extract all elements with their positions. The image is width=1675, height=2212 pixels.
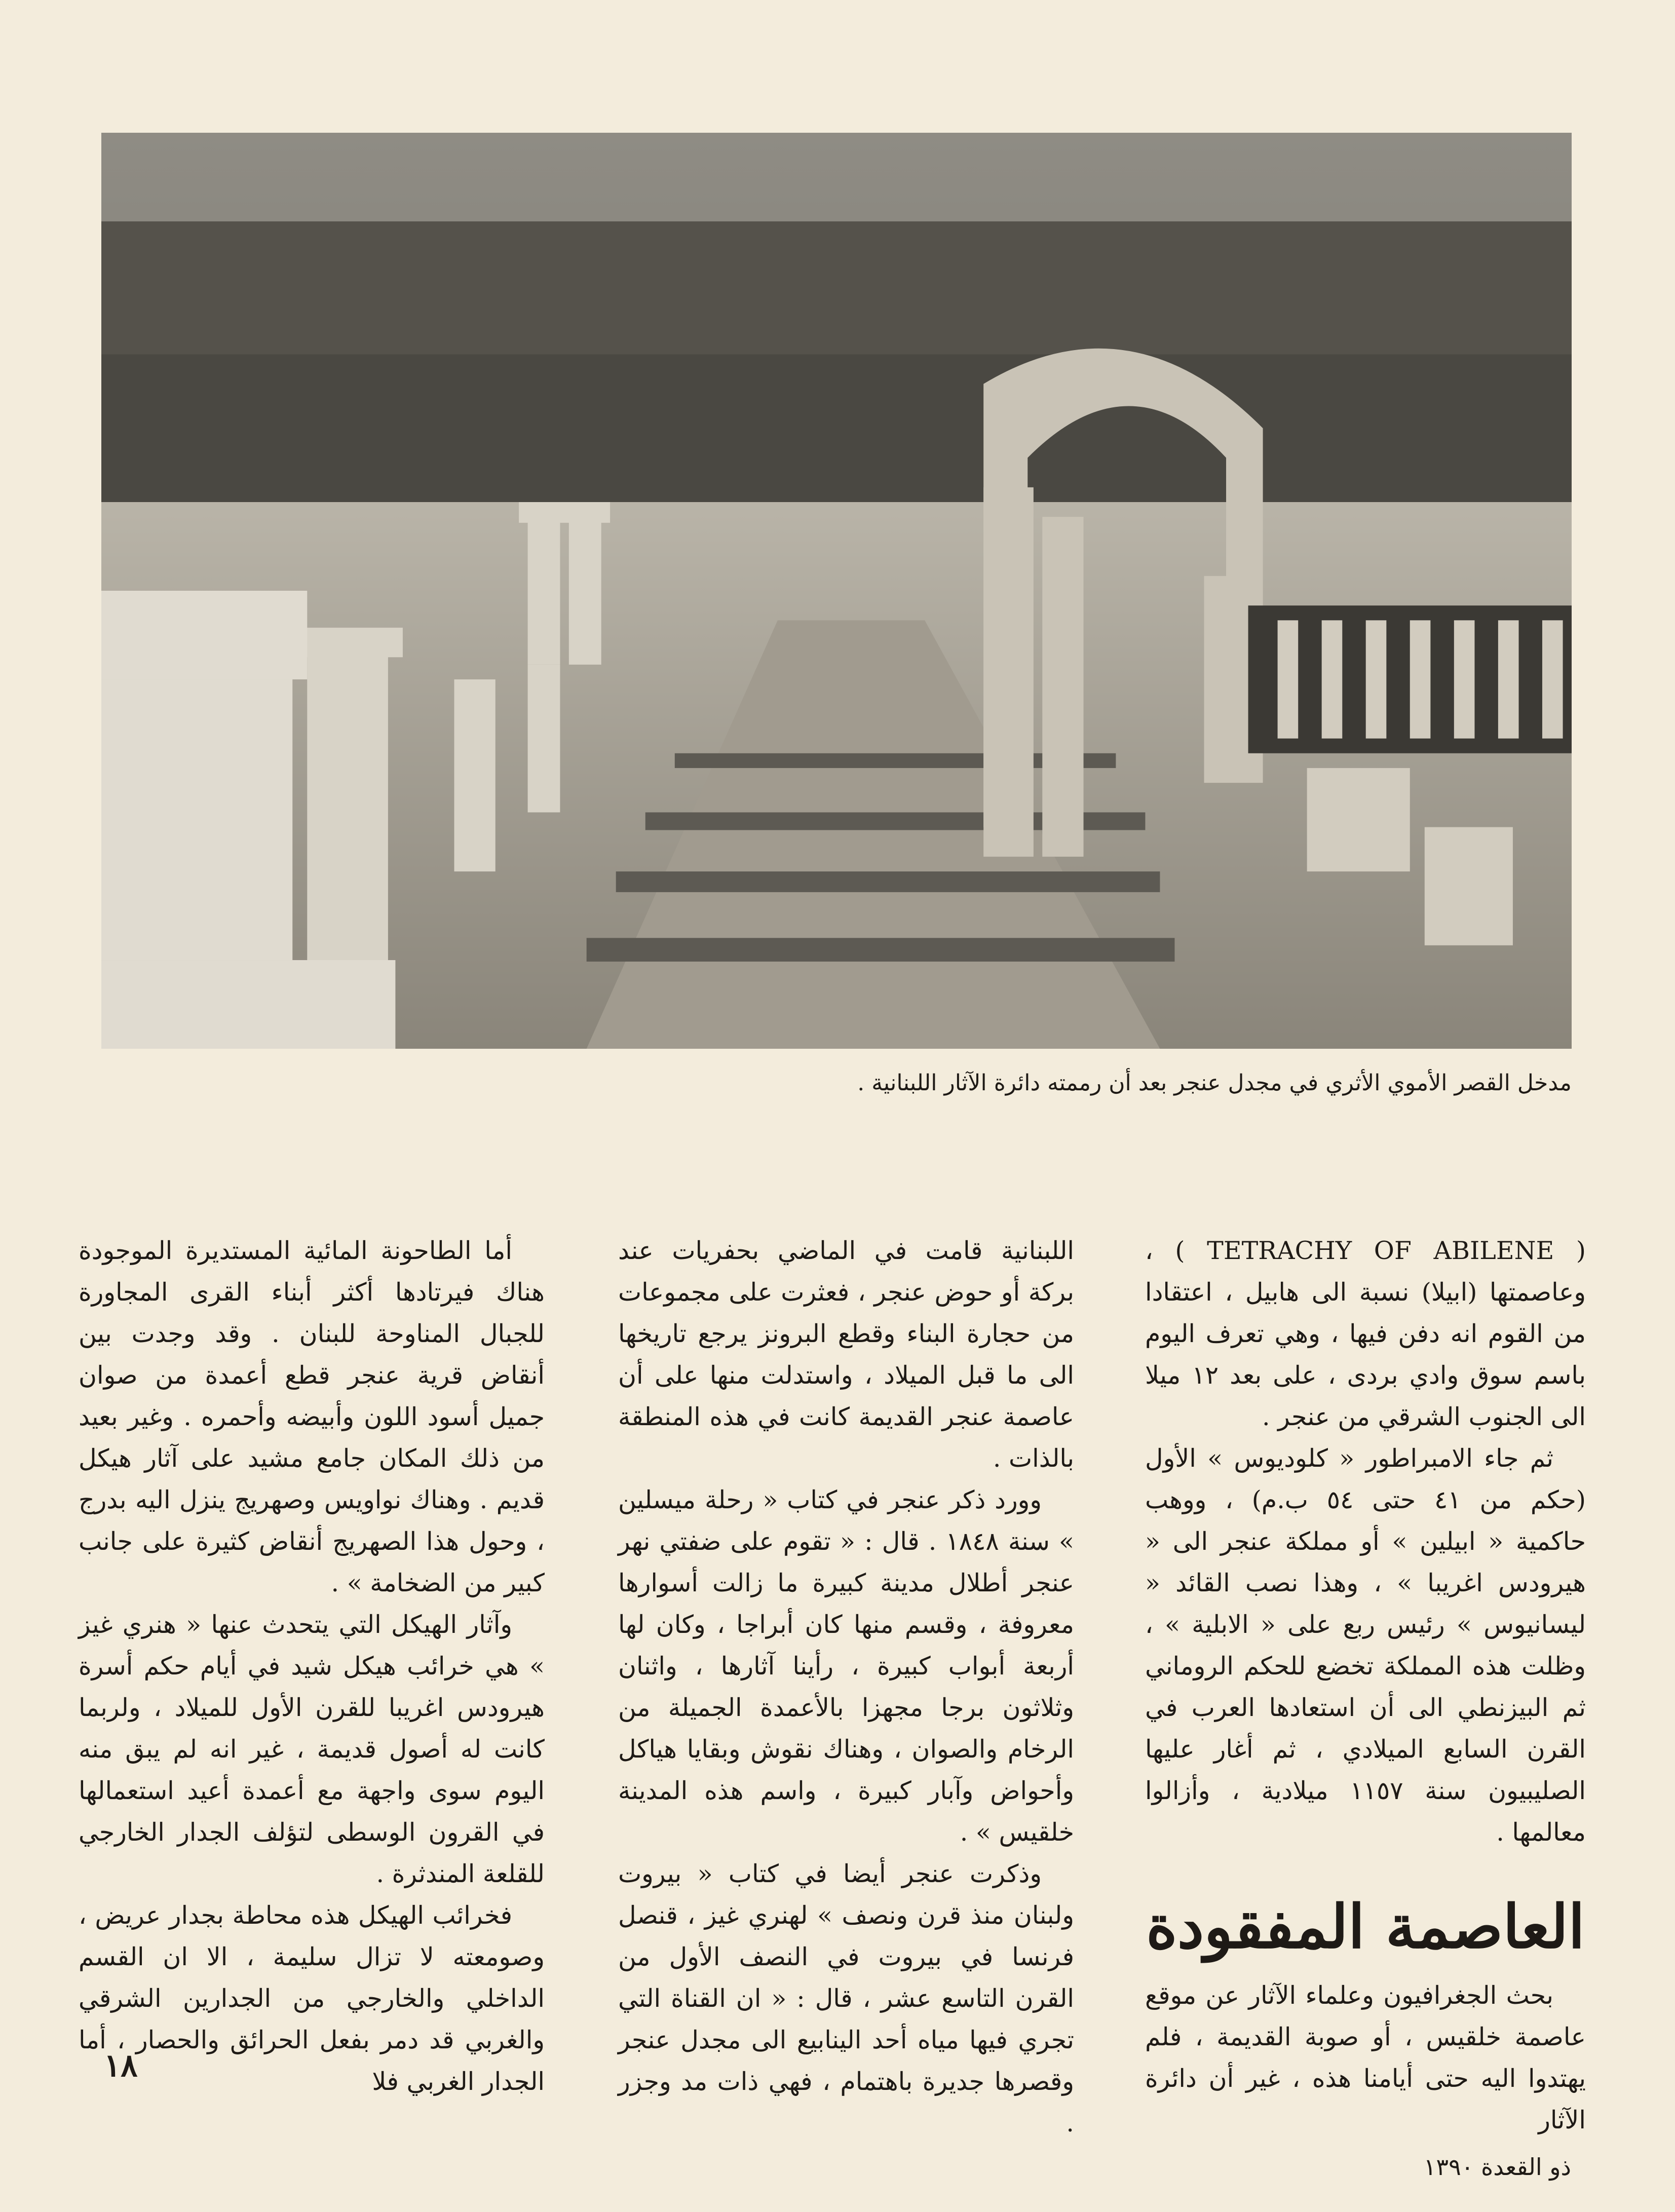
column-middle (618, 1230, 1074, 2144)
issue-date-footer: ذو القعدة ١٣٩٠ (1423, 2153, 1571, 2181)
ruins-photo (101, 133, 1572, 1049)
paragraph: وآثار الهيكل التي يتحدث عنها « هنري غيز » هي خرائب هيكل شيد في أيام حكم أسرة هيرودس اغريبا للقرن الأول للميلاد ، ولربما كانت له أصول قديمة ، غير انه لم يبق منه اليوم سوى واجهة مع أعمدة أعيد استعمالها في القرون الوسطى لتؤلف الجدار الخارجي للقلعة المندثرة . (79, 1610, 545, 1888)
paragraph: اللبنانية قامت في الماضي بحفريات عند بركة أو حوض عنجر ، فعثرت على مجموعات من حجارة البناء وقطع البرونز يرجع تاريخها الى ما قبل الميلاد ، واستدلت منها على أن عاصمة عنجر القديمة كانت في هذه المنطقة بالذات . (618, 1236, 1074, 1473)
paragraph: وورد ذكر عنجر في كتاب « رحلة ميسلين » سنة ١٨٤٨ . قال : « تقوم على ضفتي نهر عنجر أطلال مدينة كبيرة ما زالت أسوارها معروفة ، وقسم منها كان أبراجا ، وكان لها أربعة أبواب كبيرة ، رأينا آثارها ، واثنان وثلاثون برجا مجهزا بالأعمدة الجميلة من الرخام والصوان ، وهناك نقوش وبقايا هياكل وأحواض وآبار كبيرة ، واسم هذه المدينة خلقيس » . (618, 1485, 1074, 1847)
paragraph: ثم جاء الامبراطور « كلوديوس » الأول (حكم من ٤١ حتى ٥٤ ب.م) ، ووهب حاكمية « ابيلين » أو مملكة عنجر الى « هيرودس اغريبا » ، وهذا نصب القائد « ليسانيوس » رئيس ربع على « الابلية » ، وظلت هذه المملكة تخضع للحكم الروماني ثم البيزنطي الى أن استعادها العرب في القرن السابع الميلادي ، ثم أغار عليها الصليبيون سنة ١١٥٧ ميلادية ، وأزالوا معالمها . (1145, 1444, 1586, 1847)
paragraph: فخرائب الهيكل هذه محاطة بجدار عريض ، وصومعته لا تزال سليمة ، الا ان القسم الداخلي والخارجي من الجدارين الشرقي والغربي قد دمر بفعل الحرائق والحصار ، أما الجدار الغربي فلا (79, 1901, 545, 2096)
paragraph: وذكرت عنجر أيضا في كتاب « بيروت ولبنان منذ قرن ونصف » لهنري غيز ، قنصل فرنسا في بيروت في النصف الأول من القرن التاسع عشر ، قال : « ان القناة التي تجري فيها مياه أحد الينابيع الى مجدل عنجر وقصرها جديرة باهتمام ، فهي ذات مد وجزر . (618, 1859, 1074, 2138)
paragraph: ( TETRACHY OF ABILENE ) ، وعاصمتها (ابيلا) نسبة الى هابيل ، اعتقادا من القوم انه دفن فيها ، وهي تعرف اليوم باسم سوق وادي بردى ، على بعد ١٢ ميلا الى الجنوب الشرقي من عنجر . (1145, 1236, 1586, 1431)
column-left (79, 1230, 545, 2103)
paragraph: بحث الجغرافيون وعلماء الآثار عن موقع عاصمة خلقيس ، أو صوبة القديمة ، فلم يهتدوا اليه حتى أيامنا هذه ، غير أن دائرة الآثار (1145, 1981, 1586, 2134)
column-right (1145, 1230, 1586, 2141)
paragraph: أما الطاحونة المائية المستديرة الموجودة هناك فيرتادها أكثر أبناء القرى المجاورة للجبال المناوحة للبنان . وقد وجدت بين أنقاض قرية عنجر قطع أعمدة من صوان جميل أسود اللون وأبيضه وأحمره . وغير بعيد من ذلك المكان جامع مشيد على آثار هيكل قديم . وهناك نواويس وصهريج ينزل اليه بدرج ، وحول هذا الصهريج أنقاض كثيرة على جانب كبير من الضخامة » . (79, 1236, 545, 1597)
photo-caption: مدخل القصر الأموي الأثري في مجدل عنجر بعد أن رممته دائرة الآثار اللبنانية . (857, 1070, 1572, 1096)
page-number: ١٨ (104, 2047, 138, 2084)
section-heading: العاصمة المفقودة (1146, 1891, 1585, 1962)
colonnade-ruins-image (101, 133, 1572, 1049)
